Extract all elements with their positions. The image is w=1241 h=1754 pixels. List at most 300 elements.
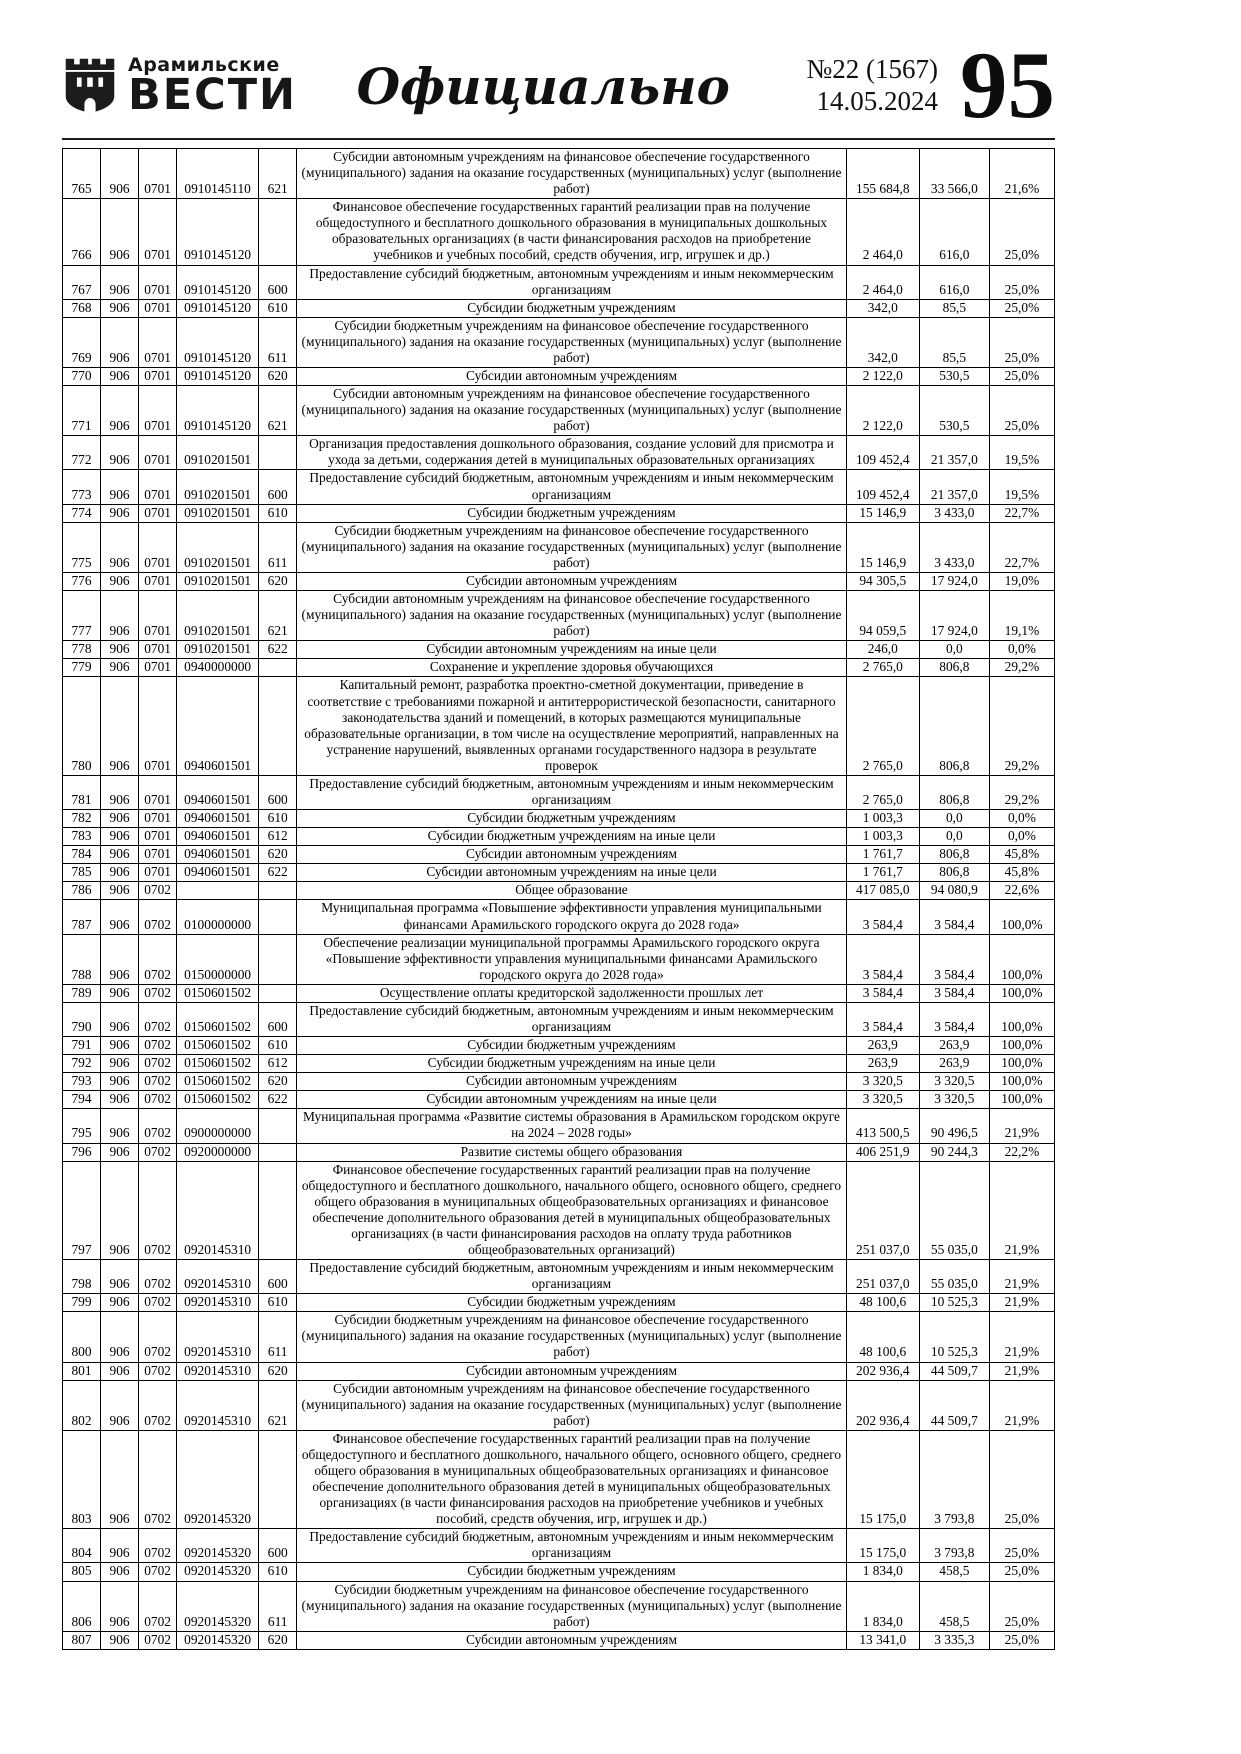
cell-fact: 17 924,0: [919, 572, 989, 590]
cell-gr: 906: [101, 775, 139, 809]
cell-name: Субсидии бюджетным учреждениям: [297, 810, 847, 828]
cell-vr: [259, 199, 297, 265]
cell-gr: 906: [101, 1294, 139, 1312]
cell-name: Муниципальная программа «Повышение эффективности управления муниципальными финансами Арамильского городского округа до 2028 года»: [297, 900, 847, 934]
cell-fact: 0,0: [919, 828, 989, 846]
cell-plan: 2 765,0: [846, 659, 919, 677]
cell-csr: 0940601501: [177, 810, 259, 828]
cell-pct: 21,9%: [989, 1294, 1054, 1312]
cell-fact: 3 433,0: [919, 522, 989, 572]
cell-name: Организация предоставления дошкольного образования, создание условий для присмотра и ухода за детьми, содержания детей в муниципальных образовательных организациях: [297, 436, 847, 470]
cell-pct: 100,0%: [989, 934, 1054, 984]
table-row: [63, 984, 1055, 1002]
cell-n: 767: [63, 265, 101, 299]
cell-plan: 15 175,0: [846, 1430, 919, 1528]
table-row: [63, 882, 1055, 900]
table-row: [63, 436, 1055, 470]
cell-gr: 906: [101, 1380, 139, 1430]
cell-pct: 21,9%: [989, 1109, 1054, 1143]
cell-name: Предоставление субсидий бюджетным, автономным учреждениям и иным некоммерческим организациям: [297, 470, 847, 504]
cell-rz: 0701: [139, 810, 177, 828]
cell-gr: 906: [101, 1143, 139, 1161]
cell-pct: 22,2%: [989, 1143, 1054, 1161]
cell-fact: 530,5: [919, 368, 989, 386]
cell-rz: 0701: [139, 659, 177, 677]
cell-plan: 3 320,5: [846, 1073, 919, 1091]
cell-plan: 263,9: [846, 1037, 919, 1055]
cell-n: 768: [63, 299, 101, 317]
cell-rz: 0702: [139, 1312, 177, 1362]
cell-fact: 263,9: [919, 1037, 989, 1055]
cell-name: Субсидии бюджетным учреждениям на финансовое обеспечение государственного (муниципального) задания на оказание государственных (муниципальных) услуг (выполнение работ): [297, 1581, 847, 1631]
cell-fact: 44 509,7: [919, 1362, 989, 1380]
cell-plan: 3 584,4: [846, 934, 919, 984]
cell-csr: 0910201501: [177, 591, 259, 641]
table-row: [63, 1055, 1055, 1073]
cell-n: 781: [63, 775, 101, 809]
cell-rz: 0702: [139, 1091, 177, 1109]
cell-rz: 0701: [139, 199, 177, 265]
header-divider: [62, 138, 1055, 140]
cell-pct: 25,0%: [989, 386, 1054, 436]
cell-name: Развитие системы общего образования: [297, 1143, 847, 1161]
cell-fact: 3 433,0: [919, 504, 989, 522]
cell-name: Обеспечение реализации муниципальной программы Арамильского городского округа «Повышение эффективности управления муниципальными финансами Арамильского городского округа до 2028 года»: [297, 934, 847, 984]
table-row: [63, 1073, 1055, 1091]
cell-csr: 0940601501: [177, 775, 259, 809]
cell-vr: 610: [259, 1294, 297, 1312]
cell-rz: 0702: [139, 1260, 177, 1294]
cell-rz: 0702: [139, 1161, 177, 1259]
cell-csr: 0150601502: [177, 1055, 259, 1073]
table-row: [63, 775, 1055, 809]
cell-pct: 100,0%: [989, 1037, 1054, 1055]
cell-csr: 0940601501: [177, 846, 259, 864]
table-row: [63, 1294, 1055, 1312]
cell-name: Финансовое обеспечение государственных гарантий реализации прав на получение общедоступного и бесплатного дошкольного образования в муниципальных дошкольных образовательных организациях (в части финансирования расходов на приобретение учебников и учебных пособий, средств обучения, игр, игрушек и др.): [297, 199, 847, 265]
cell-plan: 1 761,7: [846, 846, 919, 864]
cell-name: Субсидии автономным учреждениям на иные цели: [297, 1091, 847, 1109]
cell-pct: 19,5%: [989, 436, 1054, 470]
cell-vr: 610: [259, 504, 297, 522]
cell-plan: 109 452,4: [846, 436, 919, 470]
cell-csr: 0910201501: [177, 641, 259, 659]
cell-vr: 621: [259, 386, 297, 436]
cell-plan: 413 500,5: [846, 1109, 919, 1143]
cell-plan: 2 464,0: [846, 199, 919, 265]
table-row: [63, 504, 1055, 522]
cell-n: 769: [63, 317, 101, 367]
cell-name: Субсидии автономным учреждениям: [297, 1631, 847, 1649]
cell-plan: 342,0: [846, 299, 919, 317]
cell-n: 803: [63, 1430, 101, 1528]
cell-fact: 0,0: [919, 810, 989, 828]
cell-pct: 25,0%: [989, 265, 1054, 299]
table-row: [63, 1430, 1055, 1528]
cell-gr: 906: [101, 386, 139, 436]
table-row: [63, 1143, 1055, 1161]
cell-fact: 21 357,0: [919, 470, 989, 504]
cell-pct: 25,0%: [989, 1430, 1054, 1528]
cell-fact: 3 793,8: [919, 1430, 989, 1528]
cell-csr: 0920145320: [177, 1631, 259, 1649]
cell-gr: 906: [101, 1037, 139, 1055]
cell-rz: 0702: [139, 1143, 177, 1161]
cell-n: 804: [63, 1529, 101, 1563]
cell-pct: 19,0%: [989, 572, 1054, 590]
issue-date: 14.05.2024: [816, 86, 938, 116]
cell-fact: 3 584,4: [919, 934, 989, 984]
cell-csr: 0940000000: [177, 659, 259, 677]
cell-gr: 906: [101, 1109, 139, 1143]
cell-n: 786: [63, 882, 101, 900]
cell-name: Субсидии автономным учреждениям: [297, 572, 847, 590]
cell-rz: 0702: [139, 1430, 177, 1528]
cell-name: Субсидии бюджетным учреждениям: [297, 299, 847, 317]
cell-vr: 610: [259, 1563, 297, 1581]
table-row: [63, 1312, 1055, 1362]
cell-plan: 109 452,4: [846, 470, 919, 504]
cell-csr: 0920145320: [177, 1563, 259, 1581]
cell-plan: 48 100,6: [846, 1294, 919, 1312]
cell-name: Субсидии бюджетным учреждениям на финансовое обеспечение государственного (муниципального) задания на оказание государственных (муниципальных) услуг (выполнение работ): [297, 522, 847, 572]
cell-csr: 0910201501: [177, 470, 259, 504]
cell-fact: 3 320,5: [919, 1091, 989, 1109]
cell-pct: 25,0%: [989, 299, 1054, 317]
cell-n: 774: [63, 504, 101, 522]
cell-rz: 0701: [139, 368, 177, 386]
cell-gr: 906: [101, 677, 139, 775]
cell-gr: 906: [101, 828, 139, 846]
cell-rz: 0702: [139, 1362, 177, 1380]
cell-plan: 2 464,0: [846, 265, 919, 299]
cell-plan: 2 765,0: [846, 677, 919, 775]
cell-gr: 906: [101, 1529, 139, 1563]
cell-csr: 0150601502: [177, 984, 259, 1002]
cell-gr: 906: [101, 1055, 139, 1073]
cell-plan: 94 059,5: [846, 591, 919, 641]
cell-vr: 610: [259, 1037, 297, 1055]
cell-fact: 10 525,3: [919, 1312, 989, 1362]
cell-gr: 906: [101, 436, 139, 470]
cell-vr: [259, 934, 297, 984]
cell-csr: 0150601502: [177, 1037, 259, 1055]
cell-n: 806: [63, 1581, 101, 1631]
cell-plan: 2 122,0: [846, 386, 919, 436]
cell-rz: 0702: [139, 1581, 177, 1631]
cell-fact: 55 035,0: [919, 1161, 989, 1259]
cell-n: 794: [63, 1091, 101, 1109]
cell-fact: 806,8: [919, 864, 989, 882]
cell-name: Предоставление субсидий бюджетным, автономным учреждениям и иным некоммерческим организациям: [297, 1529, 847, 1563]
cell-name: Предоставление субсидий бюджетным, автономным учреждениям и иным некоммерческим организациям: [297, 775, 847, 809]
cell-n: 807: [63, 1631, 101, 1649]
table-row: [63, 368, 1055, 386]
cell-vr: 611: [259, 1581, 297, 1631]
cell-csr: 0150000000: [177, 934, 259, 984]
cell-fact: 94 080,9: [919, 882, 989, 900]
table-row: [63, 1563, 1055, 1581]
cell-vr: [259, 659, 297, 677]
cell-plan: 3 320,5: [846, 1091, 919, 1109]
cell-plan: 3 584,4: [846, 1002, 919, 1036]
cell-csr: 0910145110: [177, 149, 259, 199]
cell-vr: 620: [259, 572, 297, 590]
cell-rz: 0701: [139, 677, 177, 775]
cell-pct: 0,0%: [989, 641, 1054, 659]
cell-vr: [259, 1109, 297, 1143]
cell-pct: 25,0%: [989, 368, 1054, 386]
cell-fact: 44 509,7: [919, 1380, 989, 1430]
cell-csr: 0150601502: [177, 1073, 259, 1091]
cell-pct: 25,0%: [989, 317, 1054, 367]
cell-pct: 45,8%: [989, 846, 1054, 864]
cell-name: Субсидии бюджетным учреждениям на иные цели: [297, 1055, 847, 1073]
cell-pct: 25,0%: [989, 1563, 1054, 1581]
cell-plan: 155 684,8: [846, 149, 919, 199]
cell-name: Сохранение и укрепление здоровья обучающихся: [297, 659, 847, 677]
cell-plan: 251 037,0: [846, 1161, 919, 1259]
cell-name: Субсидии автономным учреждениям на финансовое обеспечение государственного (муниципального) задания на оказание государственных (муниципальных) услуг (выполнение работ): [297, 149, 847, 199]
cell-fact: 21 357,0: [919, 436, 989, 470]
cell-rz: 0702: [139, 1037, 177, 1055]
table-row: [63, 1362, 1055, 1380]
cell-fact: 3 584,4: [919, 984, 989, 1002]
cell-plan: 342,0: [846, 317, 919, 367]
cell-plan: 15 146,9: [846, 504, 919, 522]
table-row: [63, 659, 1055, 677]
cell-vr: 621: [259, 591, 297, 641]
cell-vr: 600: [259, 265, 297, 299]
cell-gr: 906: [101, 522, 139, 572]
cell-name: Субсидии автономным учреждениям на иные цели: [297, 864, 847, 882]
cell-n: 792: [63, 1055, 101, 1073]
cell-rz: 0701: [139, 572, 177, 590]
cell-name: Субсидии бюджетным учреждениям на финансовое обеспечение государственного (муниципального) задания на оказание государственных (муниципальных) услуг (выполнение работ): [297, 1312, 847, 1362]
cell-csr: 0920145310: [177, 1260, 259, 1294]
cell-pct: 22,7%: [989, 504, 1054, 522]
cell-name: Предоставление субсидий бюджетным, автономным учреждениям и иным некоммерческим организациям: [297, 265, 847, 299]
cell-pct: 19,1%: [989, 591, 1054, 641]
cell-vr: 611: [259, 317, 297, 367]
table-row: [63, 317, 1055, 367]
cell-n: 771: [63, 386, 101, 436]
cell-rz: 0702: [139, 1294, 177, 1312]
cell-gr: 906: [101, 199, 139, 265]
cell-n: 800: [63, 1312, 101, 1362]
cell-rz: 0702: [139, 1529, 177, 1563]
page-number: 95: [960, 32, 1055, 139]
cell-fact: 55 035,0: [919, 1260, 989, 1294]
table-row: [63, 864, 1055, 882]
cell-n: 801: [63, 1362, 101, 1380]
cell-gr: 906: [101, 299, 139, 317]
table-row: [63, 1109, 1055, 1143]
cell-csr: 0920145320: [177, 1430, 259, 1528]
cell-n: 779: [63, 659, 101, 677]
cell-name: Субсидии автономным учреждениям на финансовое обеспечение государственного (муниципального) задания на оказание государственных (муниципальных) услуг (выполнение работ): [297, 386, 847, 436]
cell-name: Субсидии бюджетным учреждениям: [297, 1563, 847, 1581]
cell-name: Субсидии бюджетным учреждениям на финансовое обеспечение государственного (муниципального) задания на оказание государственных (муниципальных) услуг (выполнение работ): [297, 317, 847, 367]
table-row: [63, 1002, 1055, 1036]
issue-block: [807, 54, 961, 118]
cell-pct: 21,9%: [989, 1312, 1054, 1362]
table-row: [63, 591, 1055, 641]
cell-rz: 0701: [139, 504, 177, 522]
cell-rz: 0702: [139, 1380, 177, 1430]
cell-gr: 906: [101, 1073, 139, 1091]
cell-csr: 0920145310: [177, 1161, 259, 1259]
cell-pct: 21,6%: [989, 149, 1054, 199]
table-row: [63, 1161, 1055, 1259]
cell-pct: 25,0%: [989, 199, 1054, 265]
cell-plan: 48 100,6: [846, 1312, 919, 1362]
cell-pct: 100,0%: [989, 900, 1054, 934]
cell-name: Субсидии автономным учреждениям: [297, 1073, 847, 1091]
cell-rz: 0702: [139, 882, 177, 900]
cell-name: Субсидии бюджетным учреждениям: [297, 1294, 847, 1312]
cell-gr: 906: [101, 846, 139, 864]
cell-n: 805: [63, 1563, 101, 1581]
cell-n: 785: [63, 864, 101, 882]
cell-gr: 906: [101, 810, 139, 828]
cell-fact: 90 244,3: [919, 1143, 989, 1161]
masthead: [62, 32, 1055, 139]
cell-name: Капитальный ремонт, разработка проектно-сметной документации, приведение в соответствие с требованиями пожарной и антитеррористической безопасности, санитарного законодательства зданий и помещений, в которых размещаются муниципальные образовательные организации, в том числе на осуществление мероприятий, направленных на устранение нарушений, выявленных органами государственного надзора в результате проверок: [297, 677, 847, 775]
cell-vr: 600: [259, 1260, 297, 1294]
cell-gr: 906: [101, 368, 139, 386]
cell-rz: 0702: [139, 1002, 177, 1036]
table-row: [63, 846, 1055, 864]
cell-plan: 1 003,3: [846, 810, 919, 828]
cell-csr: 0910145120: [177, 199, 259, 265]
cell-rz: 0702: [139, 984, 177, 1002]
cell-plan: 1 761,7: [846, 864, 919, 882]
cell-csr: 0150601502: [177, 1091, 259, 1109]
cell-plan: 202 936,4: [846, 1380, 919, 1430]
cell-rz: 0701: [139, 641, 177, 659]
cell-pct: 100,0%: [989, 1055, 1054, 1073]
cell-n: 799: [63, 1294, 101, 1312]
cell-csr: 0910145120: [177, 386, 259, 436]
cell-fact: 3 584,4: [919, 900, 989, 934]
table-row: [63, 828, 1055, 846]
cell-vr: [259, 1161, 297, 1259]
table-row: [63, 934, 1055, 984]
cell-fact: 3 320,5: [919, 1073, 989, 1091]
cell-csr: 0910145120: [177, 317, 259, 367]
cell-csr: 0940601501: [177, 828, 259, 846]
cell-gr: 906: [101, 504, 139, 522]
cell-n: 798: [63, 1260, 101, 1294]
table-row: [63, 900, 1055, 934]
cell-name: Предоставление субсидий бюджетным, автономным учреждениям и иным некоммерческим организациям: [297, 1260, 847, 1294]
city-crest-icon: [62, 53, 118, 120]
cell-csr: 0910201501: [177, 522, 259, 572]
cell-plan: 263,9: [846, 1055, 919, 1073]
cell-plan: 202 936,4: [846, 1362, 919, 1380]
cell-pct: 100,0%: [989, 1073, 1054, 1091]
cell-pct: 21,9%: [989, 1161, 1054, 1259]
cell-vr: 611: [259, 522, 297, 572]
cell-gr: 906: [101, 317, 139, 367]
table-row: [63, 1631, 1055, 1649]
cell-n: 777: [63, 591, 101, 641]
cell-n: 791: [63, 1037, 101, 1055]
cell-pct: 21,9%: [989, 1260, 1054, 1294]
cell-gr: 906: [101, 659, 139, 677]
cell-plan: 406 251,9: [846, 1143, 919, 1161]
cell-rz: 0701: [139, 591, 177, 641]
cell-rz: 0701: [139, 828, 177, 846]
cell-plan: 2 122,0: [846, 368, 919, 386]
cell-n: 788: [63, 934, 101, 984]
table-row: [63, 677, 1055, 775]
budget-table: [62, 148, 1055, 1650]
cell-vr: 610: [259, 299, 297, 317]
cell-vr: 600: [259, 1529, 297, 1563]
cell-csr: 0920145310: [177, 1312, 259, 1362]
cell-gr: 906: [101, 1312, 139, 1362]
cell-gr: 906: [101, 900, 139, 934]
cell-fact: 0,0: [919, 641, 989, 659]
cell-plan: 1 834,0: [846, 1581, 919, 1631]
cell-gr: 906: [101, 882, 139, 900]
cell-name: Предоставление субсидий бюджетным, автономным учреждениям и иным некоммерческим организациям: [297, 1002, 847, 1036]
cell-rz: 0702: [139, 1563, 177, 1581]
cell-n: 775: [63, 522, 101, 572]
budget-table-body: [63, 149, 1055, 1650]
cell-plan: 246,0: [846, 641, 919, 659]
cell-gr: 906: [101, 934, 139, 984]
cell-gr: 906: [101, 1091, 139, 1109]
cell-csr: 0910145120: [177, 299, 259, 317]
cell-csr: 0100000000: [177, 900, 259, 934]
cell-vr: 620: [259, 1362, 297, 1380]
cell-gr: 906: [101, 1581, 139, 1631]
cell-csr: 0940601501: [177, 677, 259, 775]
cell-vr: 620: [259, 1073, 297, 1091]
cell-gr: 906: [101, 1161, 139, 1259]
cell-n: 778: [63, 641, 101, 659]
cell-plan: 2 765,0: [846, 775, 919, 809]
cell-vr: 620: [259, 846, 297, 864]
cell-fact: 90 496,5: [919, 1109, 989, 1143]
cell-pct: 100,0%: [989, 984, 1054, 1002]
table-row: [63, 386, 1055, 436]
cell-pct: 25,0%: [989, 1529, 1054, 1563]
issue-number: №22 (1567): [806, 54, 938, 85]
cell-n: 765: [63, 149, 101, 199]
cell-gr: 906: [101, 265, 139, 299]
cell-fact: 10 525,3: [919, 1294, 989, 1312]
cell-rz: 0701: [139, 775, 177, 809]
cell-vr: 622: [259, 864, 297, 882]
table-row: [63, 1529, 1055, 1563]
cell-csr: 0910201501: [177, 504, 259, 522]
cell-pct: 29,2%: [989, 677, 1054, 775]
table-row: [63, 1091, 1055, 1109]
cell-n: 790: [63, 1002, 101, 1036]
cell-plan: 15 175,0: [846, 1529, 919, 1563]
cell-rz: 0702: [139, 1055, 177, 1073]
table-row: [63, 641, 1055, 659]
cell-pct: 21,9%: [989, 1362, 1054, 1380]
cell-fact: 33 566,0: [919, 149, 989, 199]
cell-plan: 1 834,0: [846, 1563, 919, 1581]
cell-gr: 906: [101, 1002, 139, 1036]
cell-pct: 100,0%: [989, 1002, 1054, 1036]
